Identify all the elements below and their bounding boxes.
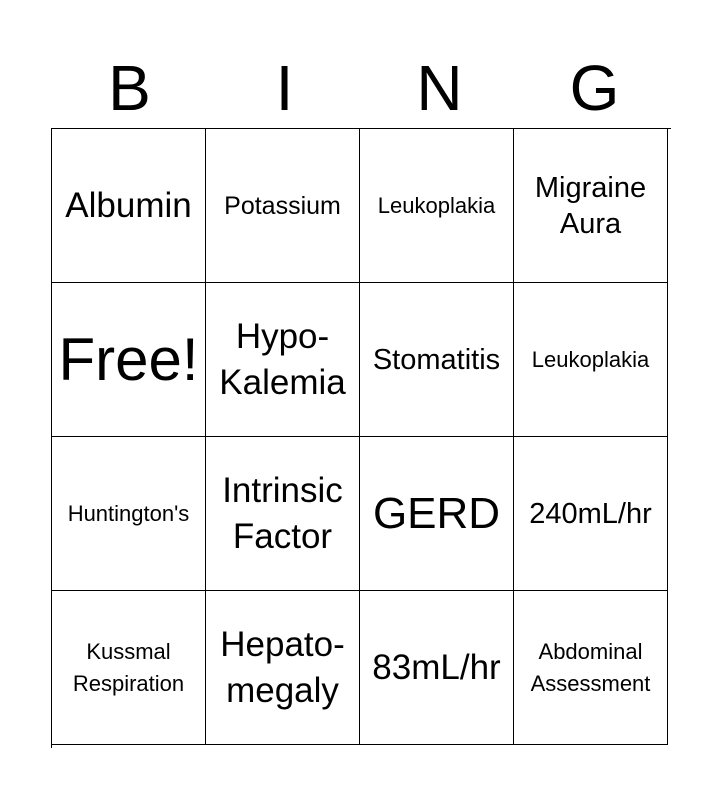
cell-text: Leukoplakia xyxy=(377,192,496,218)
bingo-cell-free[interactable] xyxy=(52,283,206,437)
bingo-cell[interactable] xyxy=(360,283,514,437)
bingo-cell[interactable] xyxy=(514,283,668,437)
bingo-cell[interactable] xyxy=(52,591,206,745)
bingo-cell[interactable] xyxy=(206,591,360,745)
bingo-cell[interactable] xyxy=(514,591,668,745)
header-letter-n: N xyxy=(416,52,463,124)
cell-text: Free! xyxy=(58,325,199,393)
bingo-header xyxy=(52,50,672,126)
header-letter-g: G xyxy=(569,52,620,124)
header-letter-i: I xyxy=(275,52,294,124)
bingo-cell[interactable] xyxy=(514,129,668,283)
cell-text: 240mL/hr xyxy=(529,497,652,530)
cell-text: Hepato- megaly xyxy=(220,624,345,710)
cell-text: Intrinsic Factor xyxy=(222,470,343,556)
cell-text: 83mL/hr xyxy=(372,647,501,687)
cell-text: Stomatitis xyxy=(372,343,501,376)
bingo-cell[interactable] xyxy=(360,591,514,745)
cell-text: Abdominal Assessment xyxy=(530,638,651,696)
cell-text: Huntington's xyxy=(67,500,190,526)
bingo-cell[interactable] xyxy=(206,129,360,283)
bingo-cell[interactable] xyxy=(52,129,206,283)
cell-text: Hypo- Kalemia xyxy=(219,316,346,402)
cell-text: GERD xyxy=(372,488,501,538)
bingo-cell[interactable] xyxy=(206,437,360,591)
cell-text: Migraine Aura xyxy=(534,171,647,240)
bingo-cell[interactable] xyxy=(360,437,514,591)
cell-text: Leukoplakia xyxy=(531,346,650,372)
cell-text: Kussmal Respiration xyxy=(72,638,185,696)
header-letter-b: B xyxy=(108,52,151,124)
cell-text: Potassium xyxy=(224,191,341,220)
cell-text: Albumin xyxy=(65,185,192,225)
bingo-cell[interactable] xyxy=(514,437,668,591)
bingo-cell[interactable] xyxy=(206,283,360,437)
bingo-card-grid xyxy=(51,128,671,748)
bingo-cell[interactable] xyxy=(360,129,514,283)
bingo-cell[interactable] xyxy=(52,437,206,591)
